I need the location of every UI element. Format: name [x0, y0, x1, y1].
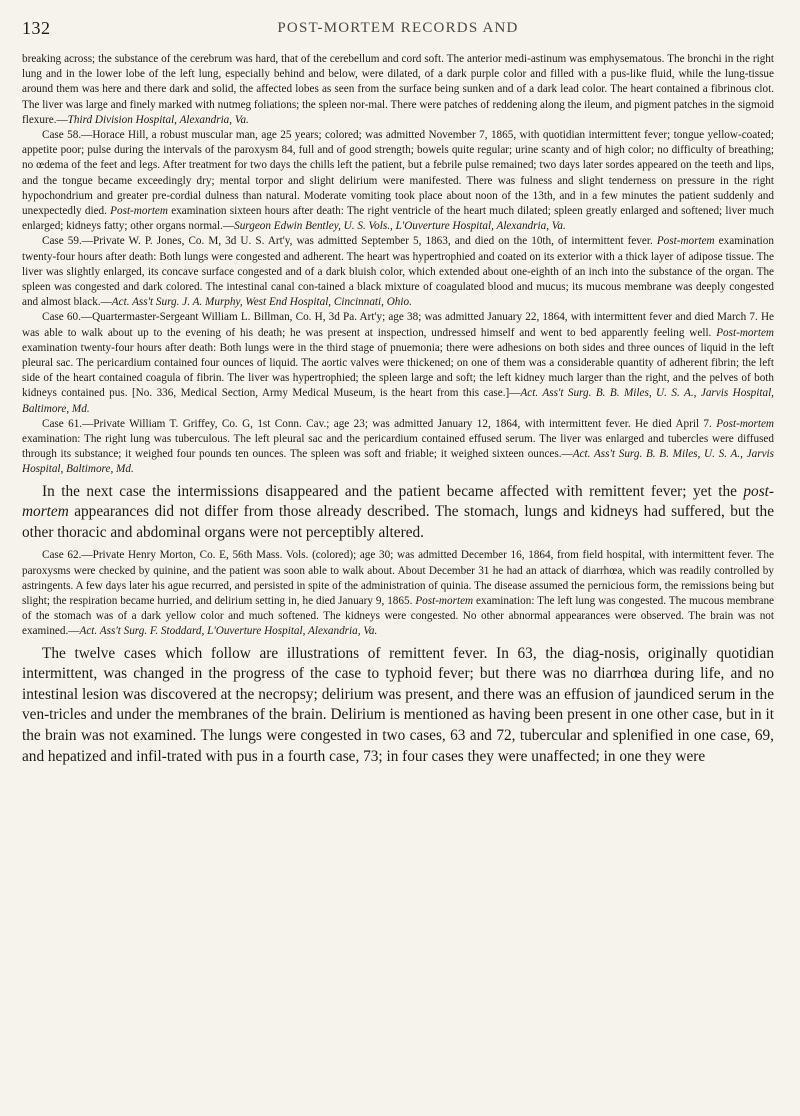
citation: Surgeon Edwin Bentley, U. S. Vols., L'Ouverture Hospital, Alexandria, Va. — [234, 220, 566, 233]
case-62: Case 62.—Private Henry Morton, Co. E, 56th Mass. Vols. (colored); age 30; was admitted December 16, 1864, from field hospital, with intermittent fever. The paroxysms were checked by quinine, and the patient was soon able to walk about. About December 31 he had an attack of diarrhœa, which was readily controlled by astringents. A few days later his ague recurred, and persisted in spite of the administration of quinia. The disease assumed the pernicious form, the remissions being but slight; the respiration became hurried, and delirium setting in, he died January 9, 1865. Post-mortem examination: The left lung was congested. The mucous membrane of the stomach was of a dark yellow color and much softened. The kidneys were congested. No other abnormal appearances were observed. The brain was not examined.—Act. Ass't Surg. F. Stoddard, L'Ouverture Hospital, Alexandria, Va. — [22, 549, 774, 638]
commentary-paragraph: In the next case the intermissions disappeared and the patient became affected with remittent fever; yet the post-mortem appearances did not differ from those already described. The stomach, lungs and kidneys had suffered, but the other thoracic and abdominal organs were not perceptibly altered. — [22, 482, 774, 541]
commentary-paragraph-remittent: The twelve cases which follow are illustrations of remittent fever. In 63, the diag-nosis, originally quotidian intermittent, was changed in the progress of the case to typhoid fever; but there was no diarrhœa during life, and no intestinal lesion was discovered at the necropsy; delirium was present, and there was an effusion of jaundiced serum in the ven-tricles and under the membranes of the brain. Delirium is mentioned as having been present in one other case, but in it the brain was not examined. The lungs were congested in two cases, 63 and 72, tubercular and splenified in one case, 69, and hepatized and infil-trated with pus in a fourth case, 73; in four cases they were unaffected; in one they were — [22, 644, 774, 765]
citation: Third Division Hospital, Alexandria, Va. — [67, 113, 249, 126]
document-page — [22, 18, 774, 1108]
paragraph-continuation: breaking across; the substance of the cerebrum was hard, that of the cerebellum and cord soft. The anterior medi-astinum was emphysematous. The bronchi in the right lung and in the lower lobe of the left lung, especially behind and below, were dilated, of a dark purple color and filled with a pus-like fluid, while the lung-tissue around them was here and there dark and solid, the affected lobes as seen from the surface being sunken and of a dark lead color. The heart contained a fibrinous clot. The liver was large and finely marked with nutmeg foliations; the spleen nor-mal. There were patches of reddening along the ileum, and pigment patches in the sigmoid flexure.—Third Division Hospital, Alexandria, Va. — [22, 53, 774, 126]
case-61: Case 61.—Private William T. Griffey, Co. G, 1st Conn. Cav.; age 23; was admitted January 12, 1864, with intermittent fever. He died April 7. Post-mortem examination: The right lung was tuberculous. The left pleural sac and the pericardium contained effused serum. The liver was enlarged and tubercles were diffused through its substance; it weighed four pounds ten ounces. The spleen was soft and friable; it weighed sixteen ounces.—Act. Ass't Surg. B. B. Miles, U. S. A., Jarvis Hospital, Baltimore, Md. — [22, 417, 774, 476]
case-59: Case 59.—Private W. P. Jones, Co. M, 3d U. S. Art'y, was admitted September 5, 1863, and died on the 10th, of intermittent fever. Post-mortem examination twenty-four hours after death: Both lungs were congested and adherent. The heart was hypertrophied and coated on its exterior with a thick layer of adipose tissue. The liver was slightly enlarged, its concave surface congested and of a dark bluish color, which extended about one-eighth of an inch into the substance of the organ. The spleen was congested and dark colored. The intestinal canal con-tained a black mixture of coagulated blood and mucus; its mucous membrane was deeply congested and almost black.—Act. Ass't Surg. J. A. Murphy, West End Hospital, Cincinnati, Ohio. — [22, 235, 774, 309]
citation: Act. Ass't Surg. B. B. Miles, U. S. A., Jarvis Hospital, Baltimore, Md. — [22, 448, 774, 476]
running-title: POST-MORTEM RECORDS AND — [277, 20, 519, 36]
citation: Act. Ass't Surg. J. A. Murphy, West End Hospital, Cincinnati, Ohio. — [111, 296, 412, 309]
page-number: 132 — [22, 18, 51, 38]
citation: Act. Ass't Surg. F. Stoddard, L'Ouverture Hospital, Alexandria, Va. — [79, 625, 378, 638]
citation: Act. Ass't Surg. B. B. Miles, U. S. A., Jarvis Hospital, Baltimore, Md. — [22, 387, 774, 415]
page-header — [22, 18, 774, 44]
case-58: Case 58.—Horace Hill, a robust muscular man, age 25 years; colored; was admitted November 7, 1865, with quotidian intermittent fever; tongue yellow-coated; appetite poor; pulse during the intervals of the paroxysm 84, full and of good strength; bowels quite regular; urine scanty and of high color; no difficulty of breathing; no œdema of the feet and legs. After treatment for two days the chills left the patient, but a febrile pulse remained; two days later sordes appeared on the teeth and lips, and the tongue became exceedingly dry; mental torpor and slight delirium were manifested. There was fulness and slight tenderness on pressure in the right hypochondrium and greater pre-cordial dulness than natural. Moderate vomiting took place about noon of the 13th, and in a few minutes the patient suddenly and unexpectedly died. Post-mortem examination sixteen hours after death: The right ventricle of the heart much dilated; spleen greatly enlarged and softened; liver much enlarged; kidneys fatty; other organs normal.—Surgeon Edwin Bentley, U. S. Vols., L'Ouverture Hospital, Alexandria, Va. — [22, 129, 774, 233]
case-60: Case 60.—Quartermaster-Sergeant William L. Billman, Co. H, 3d Pa. Art'y; age 38; was admitted January 22, 1864, with intermittent fever and died March 7. He was able to walk about up to the evening of his death; he was present at inspection, undressed himself and went to bed apparently feeling well. Post-mortem examination twenty-four hours after death: Both lungs were in the third stage of pnuemonia; there were adhesions on both sides and three ounces of liquid in the left pleural sac. The pericardium contained four ounces of liquid. The aortic valves were thickened; on one of them was a considerable quantity of adherent fibrin; the left side of the heart contained coagula of fibrin. The liver was hypertrophied; the spleen large and soft; the left kidney much larger than the right, and the pelves of both kidneys contained pus. [No. 336, Medical Section, Army Medical Museum, is the heart from this case.]—Act. Ass't Surg. B. B. Miles, U. S. A., Jarvis Hospital, Baltimore, Md. — [22, 311, 774, 415]
